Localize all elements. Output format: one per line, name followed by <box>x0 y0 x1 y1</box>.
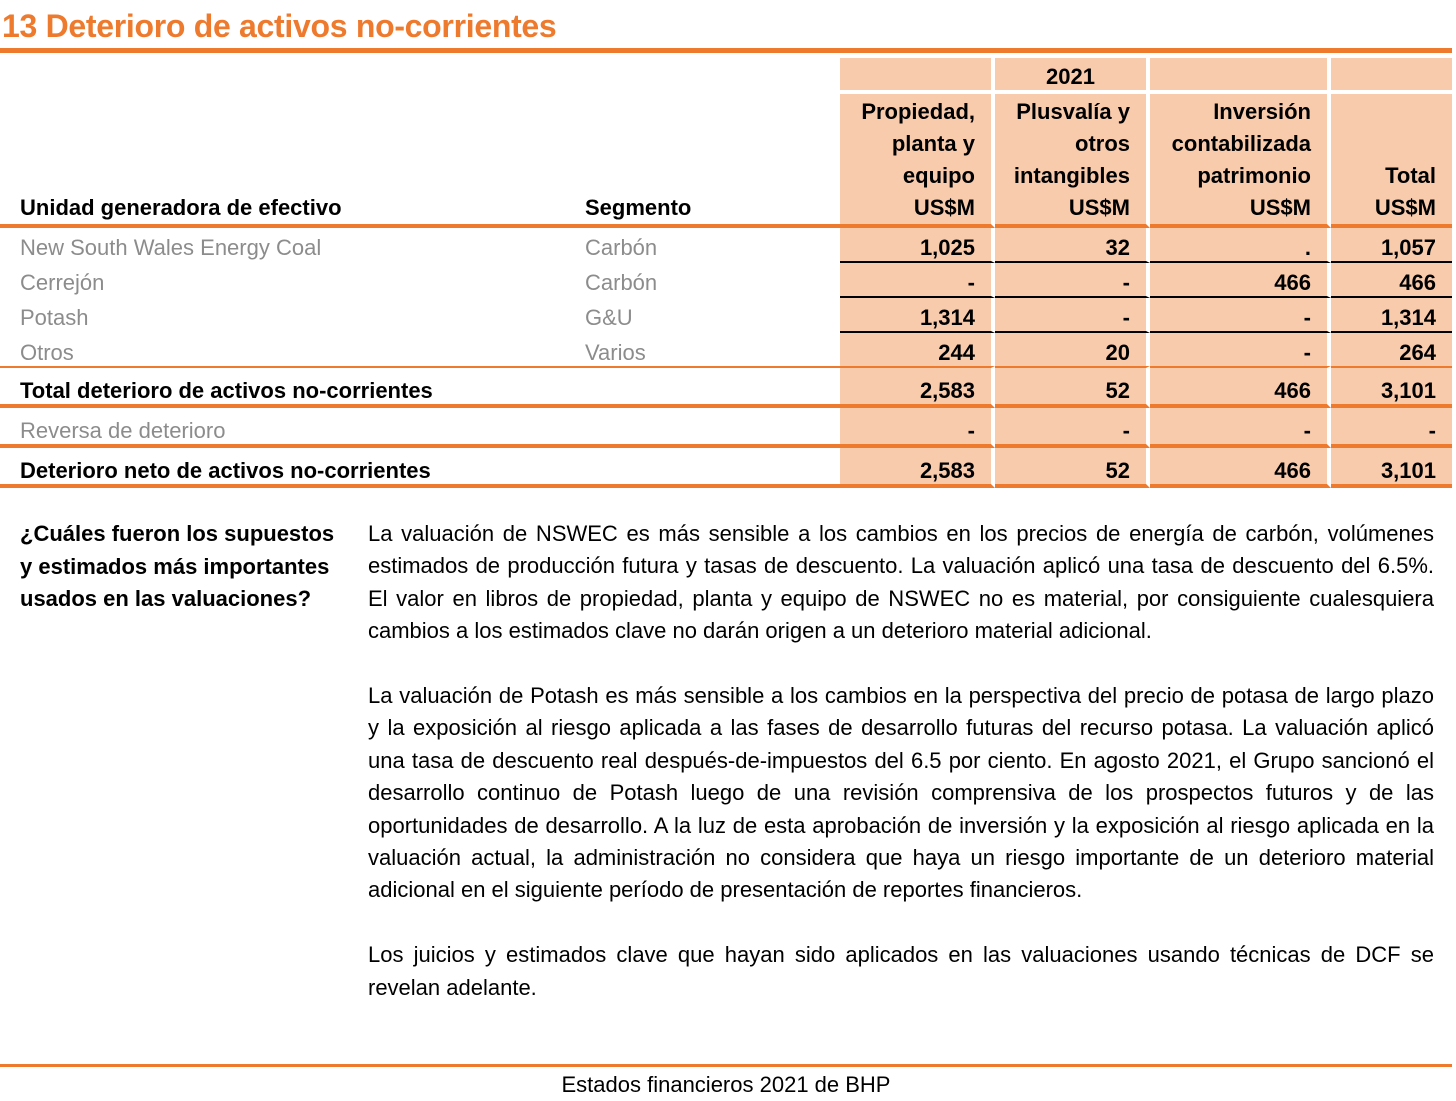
cell-cgu: Cerrejón <box>0 263 565 298</box>
table-row <box>0 228 1452 263</box>
total-total: 3,101 <box>1331 366 1452 408</box>
total-row <box>0 366 1452 408</box>
cell-total: 466 <box>1331 263 1452 298</box>
cell-segment: Carbón <box>565 263 840 298</box>
cell-segment: Varios <box>585 340 646 365</box>
net-equity: 466 <box>1150 448 1331 488</box>
header-equity: Inversión contabilizada patrimonio US$M <box>1150 94 1331 228</box>
cell-equity: - <box>1150 333 1331 366</box>
net-row <box>0 448 1452 488</box>
net-total: 3,101 <box>1331 448 1452 488</box>
total-label: Total deterioro de activos no-corrientes <box>0 366 565 408</box>
cell-goodwill: - <box>995 263 1150 298</box>
header-cgu: Unidad generadora de efectivo <box>0 94 565 228</box>
page-footer: Estados financieros 2021 de BHP <box>561 1072 891 1097</box>
header-segment: Segmento <box>565 94 840 228</box>
cell-goodwill: 20 <box>995 333 1150 366</box>
cell-ppe: 1,314 <box>840 298 995 333</box>
cell-ppe: 244 <box>840 333 995 366</box>
cell-segment: Carbón <box>565 228 840 263</box>
body-text <box>368 518 1434 1004</box>
header-ppe: Propiedad, planta y equipo US$M <box>840 94 995 228</box>
cell-equity: - <box>1150 298 1331 333</box>
table-header-row <box>0 94 1452 228</box>
reversal-equity: - <box>1150 408 1331 448</box>
cell-ppe: 1,025 <box>840 228 995 263</box>
cell-cgu: Potash <box>0 298 565 333</box>
cell-cgu: Otros <box>20 340 74 365</box>
reversal-total: - <box>1331 408 1452 448</box>
year-header: 2021 <box>995 58 1150 94</box>
title-divider <box>0 48 1452 53</box>
side-question-heading: ¿Cuáles fueron los supuestos y estimados más importantes usados en las valuaciones? <box>20 521 335 611</box>
paragraph-potash: La valuación de Potash es más sensible a los cambios en la perspectiva del precio de potasa de largo plazo y la exposición al riesgo aplicada a las fases de desarrollo futuras del recurso potasa. La valuación aplicó una tasa de descuento real después-de-impuestos del 6.5 por ciento. En agosto 2021, el Grupo sancionó el desarrollo continuo de Potash luego de una revisión comprensiva de los prospectos futuros y de las oportunidades de desarrollo. A la luz de esta aprobación de inversión y la exposición al riesgo aplicada en la valuación actual, la administración no considera que haya un riesgo importante de un deterioro material adicional en el siguiente período de presentación de reportes financieros. <box>368 683 1434 903</box>
cell-segment: G&U <box>565 298 840 333</box>
cell-goodwill: - <box>995 298 1150 333</box>
paragraph-dcf: Los juicios y estimados clave que hayan sido aplicados en las valuaciones usando técnicas de DCF se revelan adelante. <box>368 942 1434 1000</box>
reversal-row <box>0 408 1452 448</box>
cell-ppe: - <box>840 263 995 298</box>
impairment-table <box>0 58 1452 488</box>
net-goodwill: 52 <box>995 448 1150 488</box>
reversal-ppe: - <box>840 408 995 448</box>
table-year-row <box>0 58 1452 94</box>
cell-equity: . <box>1150 228 1331 263</box>
net-ppe: 2,583 <box>840 448 995 488</box>
page-title: 13 Deterioro de activos no-corrientes <box>2 8 557 44</box>
cell-total: 1,314 <box>1331 298 1452 333</box>
table-row <box>0 298 1452 333</box>
total-equity: 466 <box>1150 366 1331 408</box>
paragraph-nswec: La valuación de NSWEC es más sensible a los cambios en los precios de energía de carbón, volúmenes estimados de producción futura y tasas de descuento. La valuación aplicó una tasa de descuento del 6.5%. El valor en libros de propiedad, planta y equipo de NSWEC no es material, por consiguiente cualesquiera cambios a los estimados clave no darán origen a un deterioro material adicional. <box>368 521 1434 644</box>
cell-total: 264 <box>1331 333 1452 366</box>
footer-divider <box>0 1064 1452 1067</box>
net-label: Deterioro neto de activos no-corrientes <box>0 448 565 488</box>
cell-total: 1,057 <box>1331 228 1452 263</box>
reversal-label: Reversa de deterioro <box>0 408 565 448</box>
header-goodwill: Plusvalía y otros intangibles US$M <box>995 94 1150 228</box>
total-ppe: 2,583 <box>840 366 995 408</box>
cell-cgu: New South Wales Energy Coal <box>0 228 565 263</box>
reversal-goodwill: - <box>995 408 1150 448</box>
total-goodwill: 52 <box>995 366 1150 408</box>
cell-equity: 466 <box>1150 263 1331 298</box>
table-row <box>0 333 1452 366</box>
table-row <box>0 263 1452 298</box>
header-total: Total US$M <box>1331 94 1452 228</box>
cell-goodwill: 32 <box>995 228 1150 263</box>
